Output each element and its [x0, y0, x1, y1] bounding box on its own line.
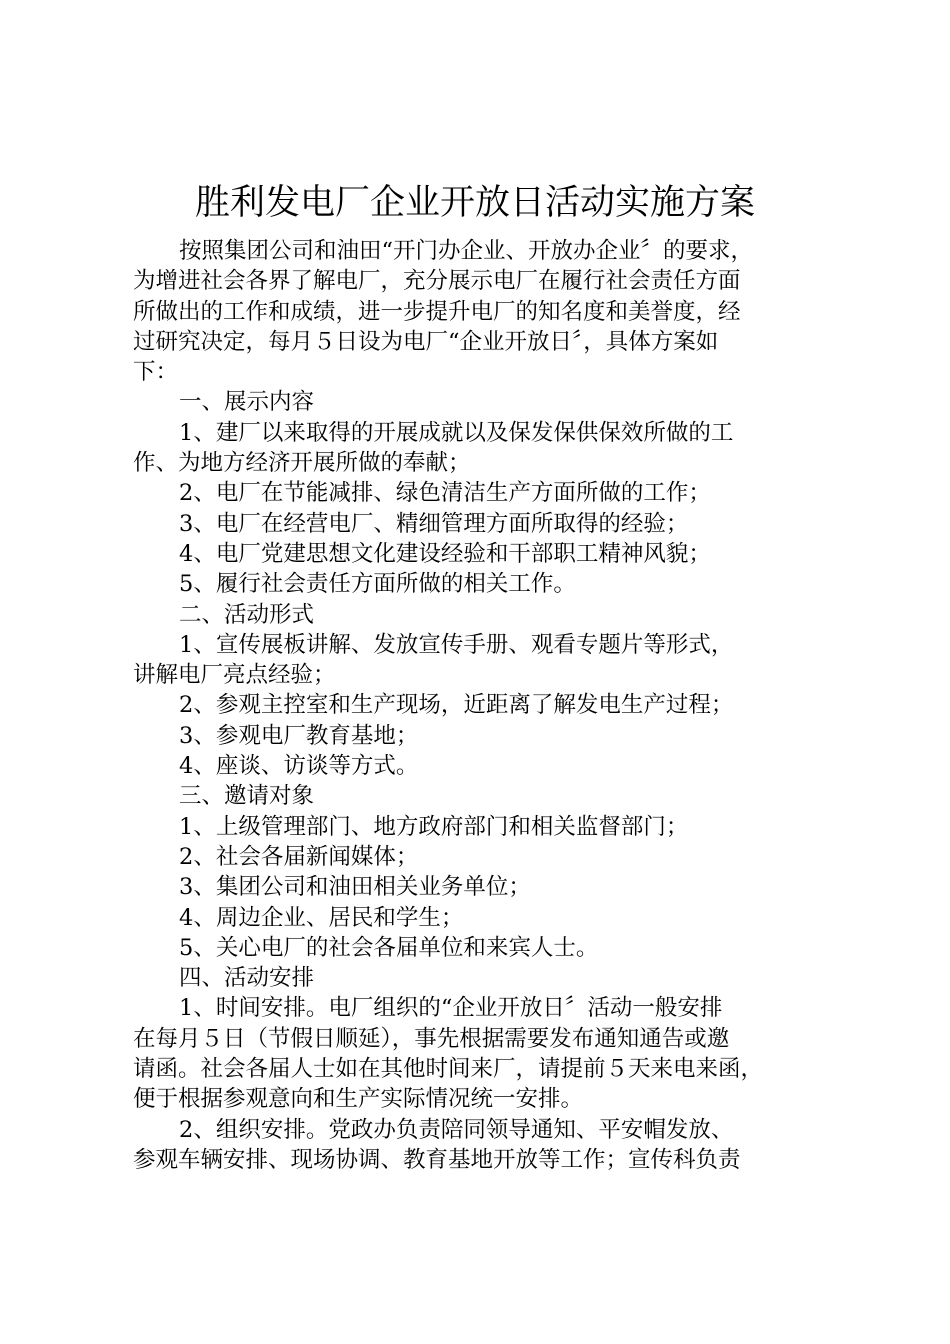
- text-line: 为增进社会各界了解电厂，充分展示电厂在履行社会责任方面: [133, 268, 741, 295]
- paragraph: [133, 963, 833, 993]
- paragraph: [133, 600, 833, 630]
- text-line: 讲解电厂亮点经验；: [133, 662, 336, 689]
- text-line: 2、社会各届新闻媒体；: [179, 843, 419, 870]
- paragraph: [133, 842, 833, 872]
- paragraph: [133, 751, 833, 781]
- text-line: 在每月５日（节假日顺延），事先根据需要发布通知通告或邀: [133, 1025, 730, 1052]
- text-line: 3、参观电厂教育基地；: [179, 722, 419, 749]
- paragraph: [133, 236, 833, 387]
- text-line: 一、展示内容: [179, 389, 315, 416]
- text-line: 4、周边企业、居民和学生；: [179, 904, 464, 931]
- text-line: 二、活动形式: [179, 601, 315, 628]
- document-title: 胜利发电厂企业开放日活动实施方案: [194, 183, 755, 223]
- paragraph: [133, 478, 833, 508]
- text-line: 1、建厂以来取得的开展成就以及保发保供保效所做的工: [179, 419, 734, 446]
- text-line: 四、活动安排: [179, 965, 315, 992]
- paragraph: [133, 387, 833, 417]
- paragraph: [133, 812, 833, 842]
- text-line: 5、关心电厂的社会各届单位和来宾人士。: [179, 934, 599, 961]
- text-line: 作、为地方经济开展所做的奉献；: [133, 450, 471, 477]
- text-line: 2、参观主控室和生产现场，近距离了解发电生产过程；: [179, 692, 734, 719]
- text-line: 过研究决定，每月５日设为电厂“企业开放日〞，具体方案如: [133, 328, 719, 355]
- text-line: 2、电厂在节能减排、绿色清洁生产方面所做的工作；: [179, 480, 711, 507]
- paragraph: [133, 1115, 833, 1176]
- text-line: 5、履行社会责任方面所做的相关工作。: [179, 571, 576, 598]
- text-line: 1、上级管理部门、地方政府部门和相关监督部门；: [179, 813, 689, 840]
- paragraph: [133, 721, 833, 751]
- paragraph: [133, 569, 833, 599]
- text-line: 1、时间安排。电厂组织的“企业开放日〞活动一般安排: [179, 995, 723, 1022]
- paragraph: [133, 903, 833, 933]
- text-line: 3、电厂在经营电厂、精细管理方面所取得的经验；: [179, 510, 689, 537]
- text-line: 4、电厂党建思想文化建设经验和干部职工精神风貌；: [179, 540, 711, 567]
- text-line: 下：: [133, 359, 179, 386]
- paragraph: [133, 690, 833, 720]
- paragraph: [133, 418, 833, 479]
- text-line: 3、集团公司和油田相关业务单位；: [179, 874, 531, 901]
- text-line: 2、组织安排。党政办负责陪同领导通知、平安帽发放、: [179, 1116, 734, 1143]
- paragraph: [133, 630, 833, 691]
- paragraph: [133, 539, 833, 569]
- text-line: 按照集团公司和油田“开门办企业、开放办企业〞的要求，: [179, 238, 754, 264]
- text-line: 便于根据参观意向和生产实际情况统一安排。: [133, 1086, 584, 1113]
- paragraph: [133, 509, 833, 539]
- paragraph: [133, 933, 833, 963]
- paragraph: [133, 781, 833, 811]
- text-line: 4、座谈、访谈等方式。: [179, 753, 419, 780]
- document-body: [133, 236, 833, 1175]
- text-line: 1、宣传展板讲解、发放宣传手册、观看专题片等形式，: [179, 631, 734, 658]
- text-line: 参观车辆安排、现场协调、教育基地开放等工作；宣传科负责: [133, 1146, 741, 1173]
- paragraph: [133, 993, 833, 1114]
- text-line: 请函。社会各届人士如在其他时间来厂，请提前５天来电来函，: [133, 1056, 764, 1083]
- paragraph: [133, 872, 833, 902]
- text-line: 三、邀请对象: [179, 783, 315, 810]
- text-line: 所做出的工作和成绩，进一步提升电厂的知名度和美誉度，经: [133, 298, 741, 325]
